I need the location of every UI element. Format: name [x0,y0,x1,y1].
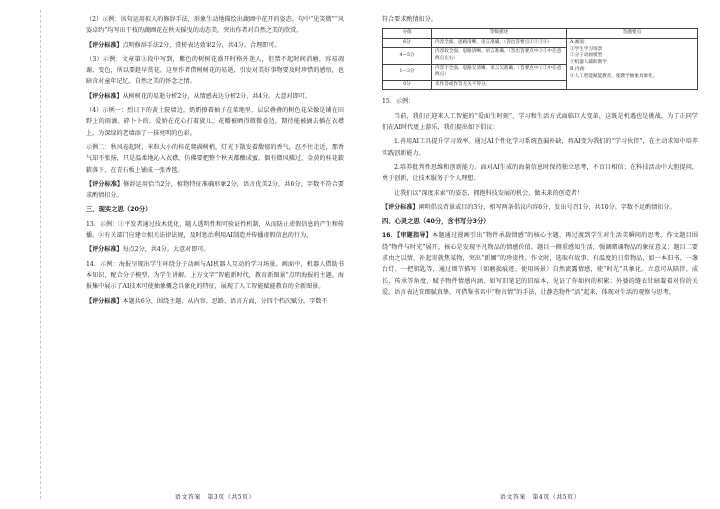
answer-paragraph [86,219,344,242]
answer-paragraph [86,142,344,176]
right-footer: 语文答案 第4页（共5页） [499,494,581,501]
guide-line: ④人工智能赋能教育，使教学抽象具象化。 [570,73,658,79]
desc-cell: 未作答或作答无关不得分。 [432,80,567,90]
right-intro: 符合要求酌情扣分。 [382,16,437,23]
paragraph-text: （4）示例一：烈日下的黄土院墙边，奶奶撩着袖子在菜地里，层层叠叠的树色花朵像是铺在田野上的雨滴。碎卜卜的，爱娇在花心打着旋儿，花瓣被晒得微微卷边，期待能被摘去插在衣襟上，为深绿的老墙添了一抹亮明的色彩。 [86,107,344,137]
desc-cell: 内容不全面，思路无清晰、语言欠准确。（答要点中①②中任意两点） [432,64,567,80]
header-guide: 答题要点 [567,29,698,39]
label-tag: 16．【审题指导】 [382,232,432,240]
header-score: 分值 [383,29,432,39]
scoring-note [86,91,344,102]
desc-cell: 内容全面、思路清晰、语言准确。（答出答要点①②③④） [432,38,567,48]
right-content [382,96,698,298]
guide-line: ②分子动画模型 [570,53,603,59]
guide-cell [567,38,698,90]
guide-line: ③机器人辅助教学 [570,60,607,66]
guide-line: B.内涵： [570,67,589,73]
scoring-note [86,179,344,202]
paragraph-text: 1.善用AI工具提升学习效率。通过AI个性化学习系统查漏补缺，将AI变为我们的“学习伙伴”，在主动求知中培养实践创新能力。 [382,138,698,157]
paragraph-text: 本题共6分，围绕主题，从内容、思路、语言方面，分四个档次赋分。字数不 [122,297,328,305]
section-heading: 四、心灵之思（40分，含书写分3分） [382,218,490,226]
label-tag: 【评分标准】 [86,41,123,49]
paragraph-text: 点明修辞手法2分，赏析表达效果2分，共4分。合理即可。 [122,41,281,49]
header-desc: 等级描述 [432,29,567,39]
right-page [360,0,720,509]
section-heading: 三、现实之思（20分） [86,206,152,214]
label-tag: 【评分标准】 [86,246,123,254]
desc-cell: 内容较全面、思路清晰、语言准确。（答出答要点中②③中任意两点左右） [432,48,567,64]
score-cell: 4—5分 [383,48,432,64]
table-row [383,38,698,48]
paragraph-text: 让我们以“深度求索”的姿态，拥抱科技发展的机会，做未来的创造者！ [394,189,584,197]
paragraph-text: （3）示例：文章第③段中写到，紫色的树树花盛开时格外迷人，但禁不起时间消磨，容易凋谢、变色，所以要趁早赏花。这里作者借树树花的易逝，引发对美好事物要及时珍惜的感悟，也暗含对童年记忆、自然之美的怀念之情。 [86,55,344,86]
answer-paragraph [86,54,344,88]
answer-paragraph [86,14,344,37]
paragraph-text: 当前，我们正迎来人工智能的“爱面生时刻”，学习和生活方式面临巨大变革，这既是机遇也是挑战。为了正同学们在AI时代更上游乐，我们提出如下倡议： [382,112,698,132]
paragraph-text: 本题通过漫画引出“物件承载情感”的核心主题，再过渡到学生对生活美瞬间的思考。作文题目围绕“物件与时光”展开，核心是发现平凡物品的情感价值。题目一侧重感知生活，强调睹诵物品的象征意义；题目二要求由之以情，补起寄就焦某物，突出“新圃”的珍贵性。作文时，选取有故事、有温度的日常物品，如一本旧书、一盏台灯、一把钥匙等，通过细节描写（如磨损痕迹、使用场景）自然流露情感，使“时光”具象化。立意可从陪伴、成长、传承等角度，赋予物件情感内涵，如写旧笔记的旧痕本，见证了你如何的积累；外婆的缝衣针暗凝着对你的关爱。语言表达宜细腻真挚，可借鉴书名中“物言情”的手法，让静态物件“活”起来，体现对生活的观察与思考。 [382,232,698,296]
paragraph-text: 从树树花的易逝分析2分，从情感表达分析2分，共4分。大意对即可。 [122,92,311,100]
score-cell: 6分 [383,38,432,48]
score-cell: 0分 [383,80,432,90]
label-tag: 【评分标准】 [86,180,124,188]
paragraph-text: 阐明倡议背景或目的3分，相写两条倡议内容6分，发出号召1分，共10分。字数不足酌情扣分。 [418,203,676,211]
answer-paragraph [86,105,344,139]
paragraph-text: 2.培养批判性思维和创新能力。面对AI生成的海量信息时保持独立思考，不盲目相信；在科技活动中大胆提问，勇于创新，让技术服务于个人理想。 [382,163,698,183]
paragraph-text: 15．示例： [382,98,415,106]
paragraph-text: 修辞运用恰当2分，植物特征准确形象2分，语言优美2分，共6分。字数不符合要求酌情扣分。 [86,180,345,200]
label-tag: 【评分标准】 [86,92,123,100]
label-tag: 【评分标准】 [86,297,123,305]
left-content [86,14,344,307]
paragraph-text: （2）示例：该句运用拟人的修辞手法，形象生动地描绘出蔬圃中花开的姿态。句中“见笑微”“风姿卓约”均写出干枝的蔬圃花在秋天摇曳的动态美，突出作者对自然之美的欣赏。 [86,16,344,35]
score-cell: 1—3分 [383,64,432,80]
guide-line: A.画面： [570,39,589,45]
label-tag: 【评分标准】 [382,203,419,211]
answer-paragraph [382,136,698,159]
guide-line: ①学生学习场景 [570,46,603,52]
grading-table [382,28,698,90]
table-header-row [383,29,698,39]
paragraph-text: 示例二：秋风卷起时，米粒大小的桂花爬满树梢，灯光下散发着馥郁的香气，忍不住走近，那香气却不张扬，只是温柔地沁入衣襟，仿佛要把整个秋天都酿成蜜。偶有微风拂过，金黄的桂花簌簌落下，在青石板上铺成一张香毯。 [86,143,344,174]
scoring-note [86,296,344,307]
left-footer: 语文答案 第3页（共5页） [174,494,256,501]
scoring-note [382,230,698,298]
paragraph-text: 14．示例：海报呈现出学生环绕分子动画与AI机器人互动的学习场景。画面中，机器人借助书本知识，配合分子模型，为学生讲解。上方文字“智能新时代，教育新图景”点明海报的主题。海报集中展示了AI技术可使抽象概念具象化的特征，展现了人工智能赋能教育的全新图景。 [86,260,344,291]
paragraph-text: 每点2分，共4分。大意对即可。 [122,246,210,254]
answer-paragraph [382,111,698,134]
scoring-note [382,202,698,213]
binding-gutter [0,0,60,509]
scoring-note [86,244,344,255]
paragraph-text: 13．示例：①平发者通过技术优化，随人透明性和可验证性机制，从而防止虚假信息的产生和传播。②有关部门应建立相关法律法规，及时惩治利用AI制造并传播虚假信息的行为。 [86,220,344,240]
answer-paragraph [382,162,698,185]
answer-paragraph [86,259,344,293]
answer-paragraph [382,188,698,199]
scoring-note [86,40,344,51]
answer-paragraph [382,96,698,107]
